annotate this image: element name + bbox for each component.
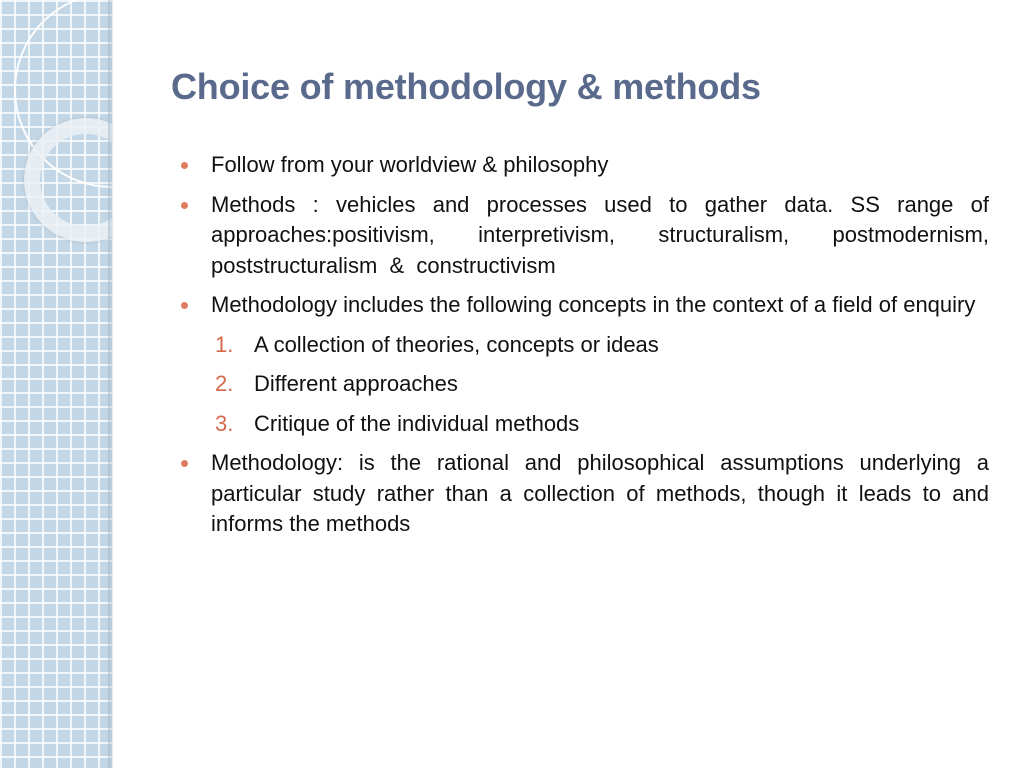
bullet-text: Methodology includes the following concepts in the context of a field of enquiry <box>211 292 976 317</box>
numbered-item <box>181 330 989 361</box>
bullet-dot-icon <box>181 202 188 209</box>
slide-content <box>181 150 996 549</box>
bullet-dot-icon <box>181 460 188 467</box>
bullet-item <box>181 448 989 540</box>
bullet-text: Methodology: is the rational and philosophical assumptions underlying a particular study rather than a collection of methods, though it leads to and informs the methods <box>211 450 989 536</box>
numbered-item-text: Different approaches <box>254 371 458 396</box>
number-marker: 3. <box>215 410 234 436</box>
number-marker: 2. <box>215 371 234 396</box>
numbered-item-text: Critique of the individual methods <box>254 410 580 436</box>
bullet-dot-icon <box>181 302 188 309</box>
bullet-item <box>181 290 989 321</box>
sidebar-edge-shadow <box>108 0 114 768</box>
bullet-text: Methods : vehicles and processes used to gather data. SS range of approaches:positivism, interpretivism, structuralism, postmodernism, poststructuralism & constructivism <box>211 191 996 278</box>
numbered-item-text: A collection of theories, concepts or ideas <box>254 331 659 357</box>
bullet-dot-icon <box>181 162 188 169</box>
slide-title: Choice of methodology & methods <box>171 66 761 107</box>
number-marker: 1. <box>215 331 234 357</box>
bullet-item <box>181 190 996 282</box>
decorative-sidebar <box>0 0 113 768</box>
numbered-item <box>181 369 989 400</box>
bullet-item <box>181 150 989 181</box>
numbered-item <box>181 409 989 440</box>
bullet-text: Follow from your worldview & philosophy <box>211 152 609 177</box>
